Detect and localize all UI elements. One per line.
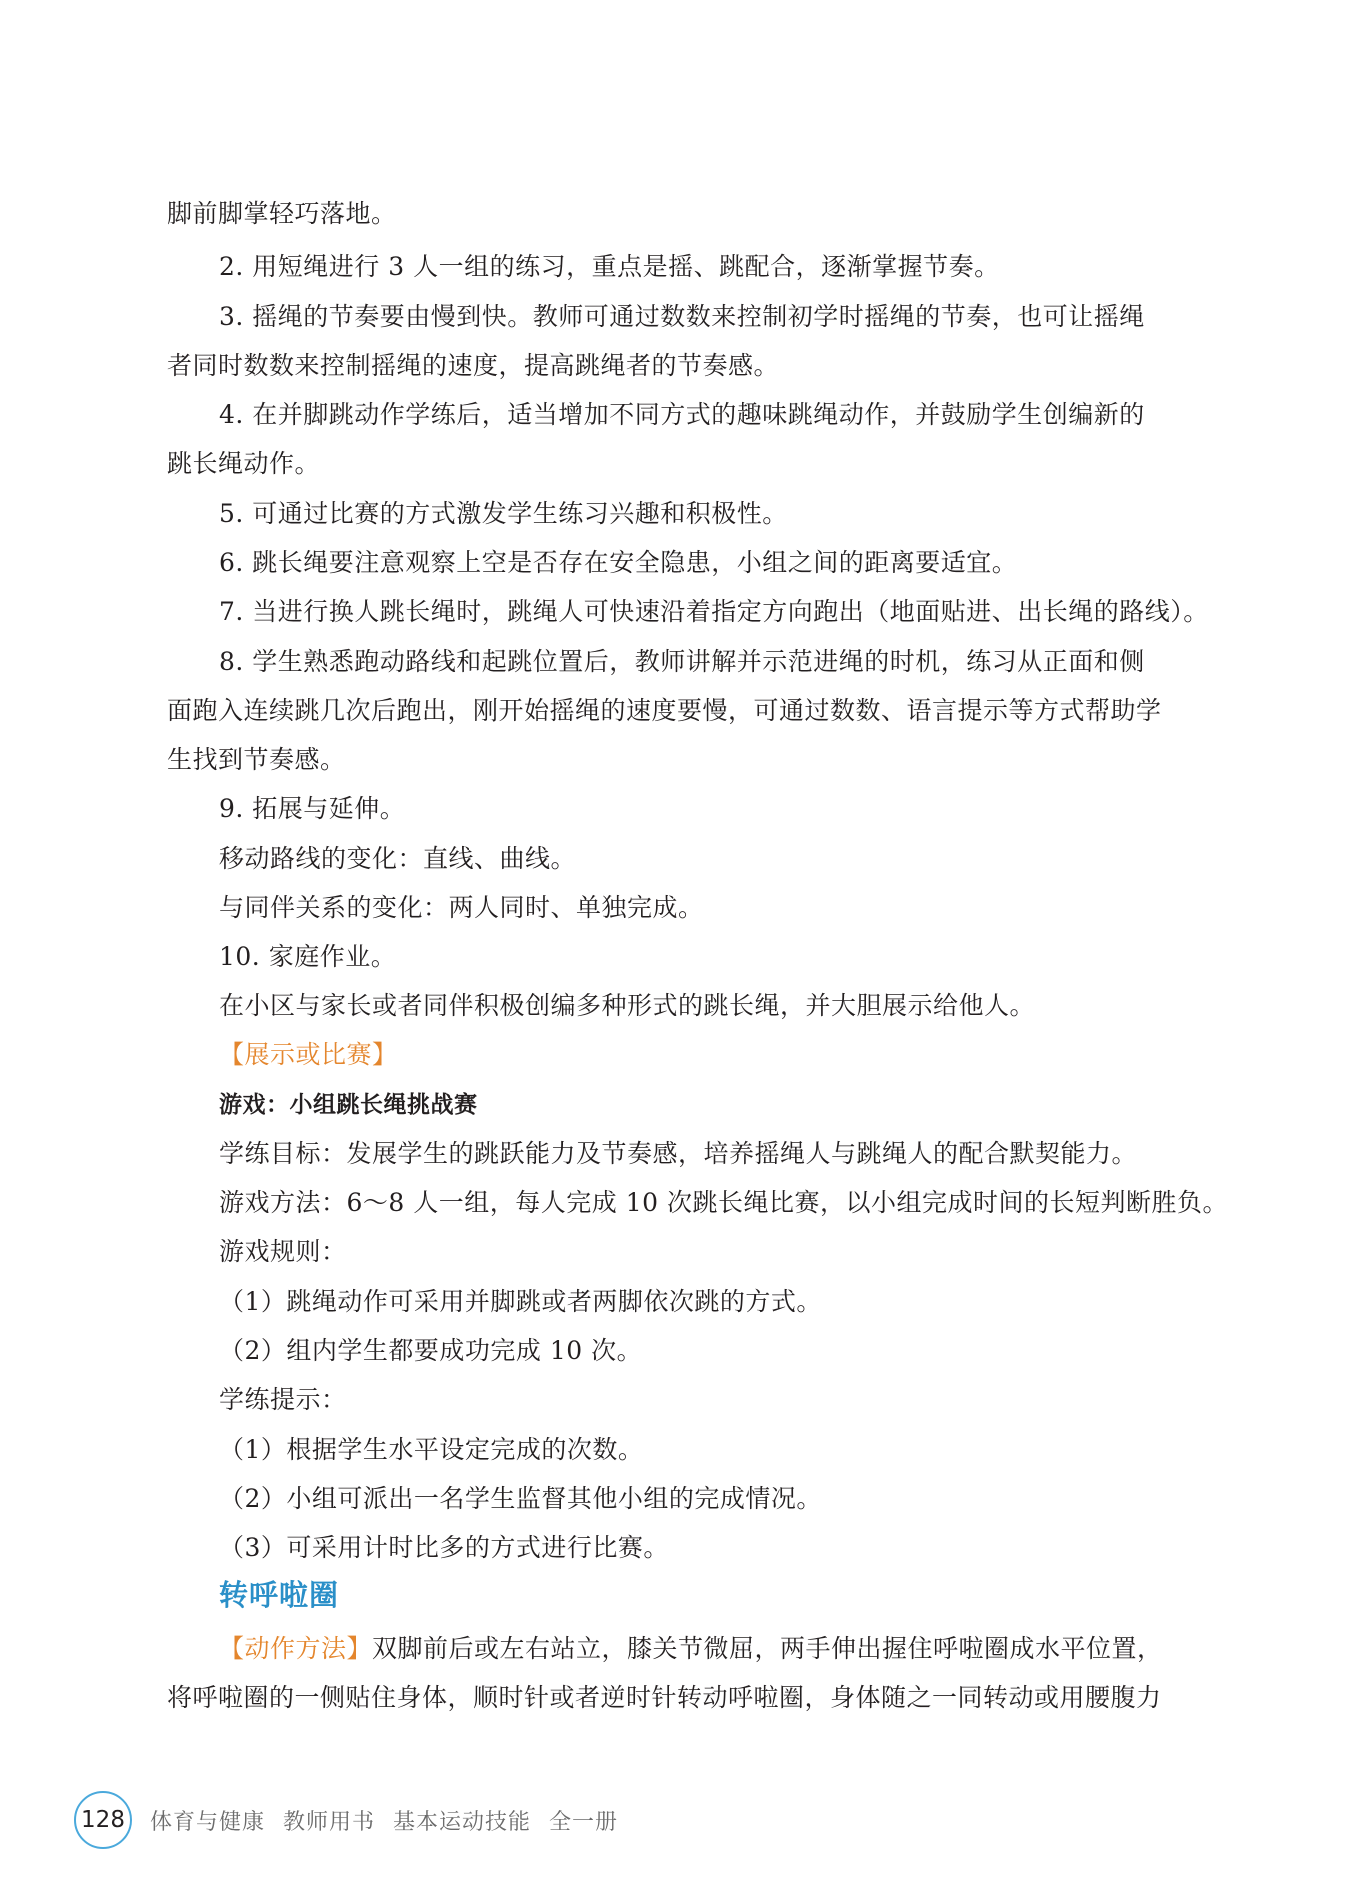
paragraph-line: 2. 用短绳进行 3 人一组的练习，重点是摇、跳配合，逐渐掌握节奏。 — [219, 252, 1000, 281]
paragraph-line: 游戏方法：6～8 人一组，每人完成 10 次跳长绳比赛，以小组完成时间的长短判断胜负。 — [219, 1188, 1228, 1217]
paragraph-line: 4. 在并脚跳动作学练后，适当增加不同方式的趣味跳绳动作，并鼓励学生创编新的 — [219, 400, 1145, 429]
footer-book: 体育与健康 — [150, 1809, 266, 1835]
paragraph-line: 与同伴关系的变化：两人同时、单独完成。 — [219, 893, 704, 922]
paragraph-line: 生找到节奏感。 — [167, 745, 346, 774]
paragraph-line: 者同时数数来控制摇绳的速度，提高跳绳者的节奏感。 — [167, 351, 780, 380]
paragraph-line: 6. 跳长绳要注意观察上空是否存在安全隐患，小组之间的距离要适宜。 — [219, 548, 1018, 577]
paragraph-line: 跳长绳动作。 — [167, 449, 321, 478]
paragraph-line: 面跑入连续跳几次后跑出，刚开始摇绳的速度要慢，可通过数数、语言提示等方式帮助学 — [167, 696, 1162, 725]
paragraph-line: 将呼啦圈的一侧贴住身体，顺时针或者逆时针转动呼啦圈，身体随之一同转动或用腰腹力 — [167, 1683, 1162, 1712]
paragraph-line: 9. 拓展与延伸。 — [219, 794, 406, 823]
paragraph-line: 8. 学生熟悉跑动路线和起跳位置后，教师讲解并示范进绳的时机，练习从正面和侧 — [219, 647, 1145, 676]
footer-edition: 教师用书 — [283, 1809, 376, 1835]
paragraph-line: 7. 当进行换人跳长绳时，跳绳人可快速沿着指定方向跑出（地面贴进、出长绳的路线）。 — [219, 597, 1209, 626]
paragraph-line: 5. 可通过比赛的方式激发学生练习兴趣和积极性。 — [219, 499, 788, 528]
paragraph-line: 在小区与家长或者同伴积极创编多种形式的跳长绳，并大胆展示给他人。 — [219, 991, 1036, 1020]
game-title: 游戏：小组跳长绳挑战赛 — [219, 1092, 478, 1118]
rule-item: （2）组内学生都要成功完成 10 次。 — [219, 1336, 643, 1365]
section-tag-showcase: 【展示或比赛】 — [219, 1040, 398, 1069]
paragraph-line: 10. 家庭作业。 — [219, 942, 397, 971]
section-tag-method: 【动作方法】 — [219, 1634, 373, 1663]
paragraph-line: 脚前脚掌轻巧落地。 — [167, 199, 397, 228]
tip-item: （2）小组可派出一名学生监督其他小组的完成情况。 — [219, 1484, 822, 1513]
paragraph-line: 游戏规则： — [219, 1237, 347, 1266]
paragraph-line — [219, 1632, 1163, 1666]
paragraph-line: 学练目标：发展学生的跳跃能力及节奏感，培养摇绳人与跳绳人的配合默契能力。 — [219, 1139, 1138, 1168]
tip-item: （3）可采用计时比多的方式进行比赛。 — [219, 1533, 669, 1562]
footer-scope: 全一册 — [549, 1809, 619, 1835]
footer-book-info — [150, 1805, 636, 1836]
page-footer — [74, 1790, 636, 1850]
paragraph-line: 学练提示： — [219, 1385, 347, 1414]
paragraph-line: 3. 摇绳的节奏要由慢到快。教师可通过数数来控制初学时摇绳的节奏，也可让摇绳 — [219, 302, 1145, 331]
page-number: 128 — [74, 1791, 132, 1849]
footer-volume: 基本运动技能 — [393, 1809, 532, 1835]
section-title-hula-hoop: 转呼啦圈 — [219, 1578, 340, 1612]
paragraph-line: 移动路线的变化：直线、曲线。 — [219, 844, 577, 873]
rule-item: （1）跳绳动作可采用并脚跳或者两脚依次跳的方式。 — [219, 1287, 822, 1316]
method-text: 双脚前后或左右站立，膝关节微屈，两手伸出握住呼啦圈成水平位置， — [372, 1634, 1163, 1663]
tip-item: （1）根据学生水平设定完成的次数。 — [219, 1435, 644, 1464]
